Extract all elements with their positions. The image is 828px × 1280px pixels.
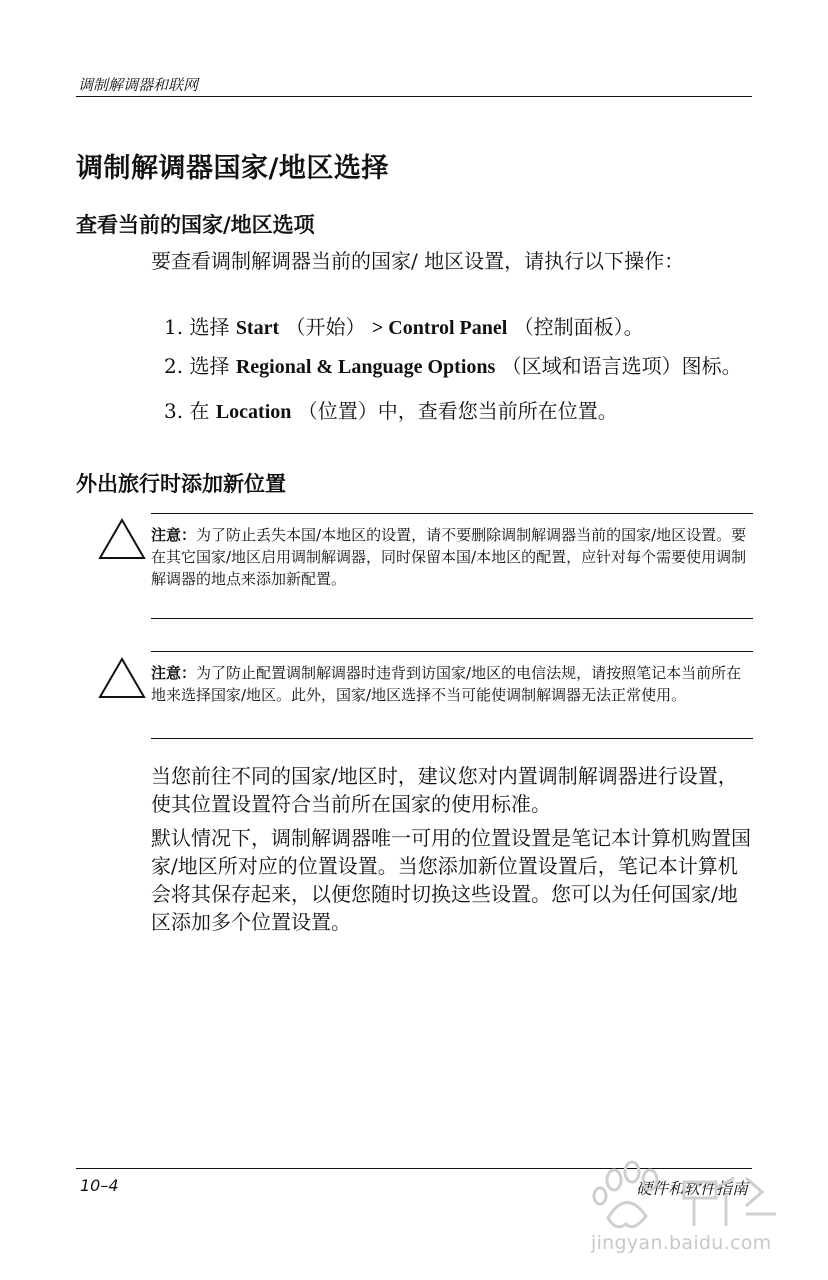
page-number: 10–4 (80, 1176, 119, 1195)
subsection-heading-view: 查看当前的国家/地区选项 (76, 213, 315, 237)
steps-list (164, 313, 754, 436)
step-item: 1. 选择 Start （开始） > Control Panel （控制面板）。 (164, 315, 644, 339)
caution-triangle-icon (98, 657, 146, 699)
step-item: 2. 选择 Regional & Language Options （区域和语言选项）图标。 (164, 354, 742, 378)
caution-triangle-icon (98, 518, 146, 560)
watermark-text: jingyan.baidu.com (591, 1232, 772, 1254)
caution-note (151, 651, 753, 739)
intro-paragraph: 要查看调制解调器当前的国家/ 地区设置，请执行以下操作： (151, 249, 685, 273)
header-rule (76, 96, 752, 97)
section-title: 调制解调器国家/地区选择 (76, 153, 389, 184)
book-title: 硬件和软件指南 (635, 1179, 748, 1198)
subsection-heading-travel: 外出旅行时添加新位置 (76, 472, 286, 496)
baidu-watermark (586, 1158, 786, 1268)
note-label: 注意： (151, 526, 197, 544)
note-text: 为了防止配置调制解调器时违背到访国家/地区的电信法规，请按照笔记本当前所在地来选择国家/地区。此外，国家/地区选择不当可能使调制解调器无法正常使用。 (151, 664, 742, 704)
caution-note (151, 513, 753, 619)
baidu-paw-logo (586, 1158, 786, 1238)
step-item: 3. 在 Location （位置）中，查看您当前所在位置。 (164, 399, 618, 423)
note-text: 为了防止丢失本国/本地区的设置，请不要删除调制解调器当前的国家/地区设置。要在其它国家/地区启用调制解调器，同时保留本国/本地区的配置，应针对每个需要使用调制解调器的地点来添加新配置。 (151, 526, 747, 588)
body-paragraph: 默认情况下，调制解调器唯一可用的位置设置是笔记本计算机购置国家/地区所对应的位置设置。当您添加新位置设置后，笔记本计算机会将其保存起来，以便您随时切换这些设置。您可以为任何国家/地区添加多个位置设置。 (151, 826, 751, 934)
running-header: 调制解调器和联网 (78, 76, 199, 94)
body-paragraph: 当您前往不同的国家/地区时，建议您对内置调制解调器进行设置，使其位置设置符合当前所在国家的使用标准。 (151, 764, 738, 816)
note-label: 注意： (151, 664, 197, 682)
